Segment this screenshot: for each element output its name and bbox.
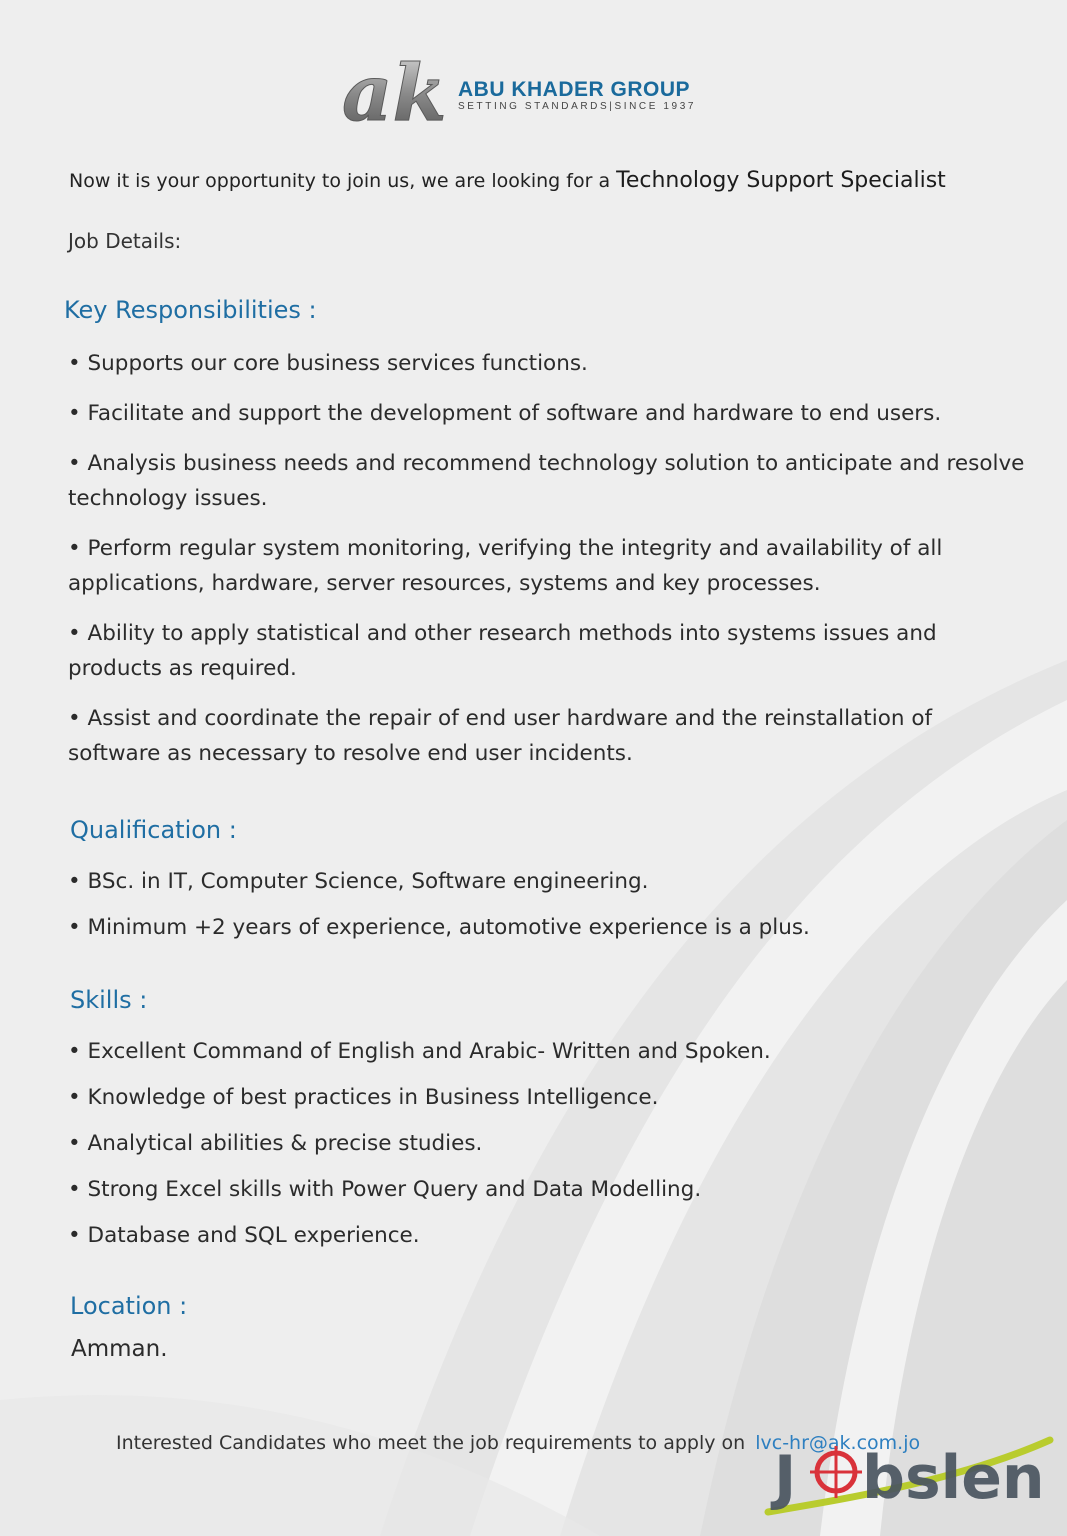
- responsibilities-heading: Key Responsibilities :: [64, 296, 317, 324]
- list-item: • Strong Excel skills with Power Query and Data Modelling.: [68, 1172, 1028, 1207]
- target-icon: [810, 1446, 862, 1498]
- logo-monogram: ak: [342, 48, 447, 130]
- jobslen-watermark: [760, 1420, 1060, 1520]
- list-item: • Analysis business needs and recommend technology solution to anticipate and resolve technology issues.: [68, 446, 1028, 516]
- list-item: • Supports our core business services functions.: [68, 346, 1028, 381]
- qualification-list: [68, 864, 1028, 945]
- list-item: • Excellent Command of English and Arabic- Written and Spoken.: [68, 1034, 1028, 1069]
- watermark-text: bslen: [862, 1443, 1045, 1513]
- job-details-label: Job Details:: [68, 229, 182, 253]
- apply-email-link[interactable]: lvc-hr@ak.com.jo: [755, 1432, 921, 1454]
- company-logo: [340, 48, 740, 130]
- apply-text: Interested Candidates who meet the job requirements to apply on: [116, 1432, 746, 1454]
- location-heading: Location :: [70, 1292, 188, 1320]
- list-item: • Ability to apply statistical and other research methods into systems issues and products as required.: [68, 616, 1028, 686]
- responsibilities-list: [68, 346, 1028, 771]
- skills-list: [68, 1034, 1028, 1253]
- list-item: • Minimum +2 years of experience, automotive experience is a plus.: [68, 910, 1028, 945]
- list-item: • Knowledge of best practices in Business Intelligence.: [68, 1080, 1028, 1115]
- ak-monogram-icon: [340, 48, 456, 130]
- logo-tagline: SETTING STANDARDS|SINCE 1937: [458, 101, 697, 112]
- list-item: • Assist and coordinate the repair of end user hardware and the reinstallation of software as necessary to resolve end user incidents.: [68, 701, 1028, 771]
- list-item: • Analytical abilities & precise studies.: [68, 1126, 1028, 1161]
- location-value: Amman.: [71, 1336, 168, 1362]
- list-item: • BSc. in IT, Computer Science, Software engineering.: [68, 864, 1028, 899]
- job-title: Technology Support Specialist: [616, 168, 946, 193]
- list-item: • Facilitate and support the development of software and hardware to end users.: [68, 396, 1028, 431]
- list-item: • Perform regular system monitoring, verifying the integrity and availability of all applications, hardware, server resources, systems and key processes.: [68, 531, 1028, 601]
- list-item: • Database and SQL experience.: [68, 1218, 1028, 1253]
- skills-heading: Skills :: [70, 986, 148, 1014]
- intro-text: Now it is your opportunity to join us, we are looking for a: [69, 170, 611, 192]
- watermark-letter-j: J: [774, 1443, 797, 1513]
- qualification-heading: Qualification :: [70, 816, 237, 844]
- intro-sentence: [69, 168, 946, 193]
- logo-company-name: ABU KHADER GROUP: [458, 78, 691, 101]
